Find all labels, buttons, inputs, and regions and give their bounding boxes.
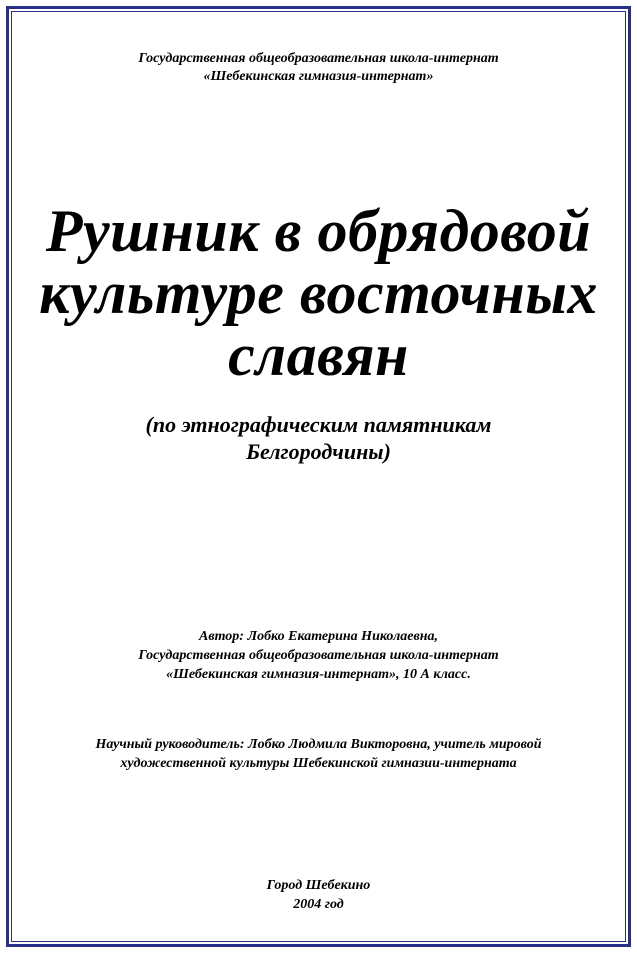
author-block bbox=[11, 627, 626, 684]
footer-year: 2004 год bbox=[293, 897, 344, 912]
title-line3: славян bbox=[228, 322, 409, 388]
title-line2: культуре восточных bbox=[39, 260, 598, 326]
school-header-line2: «Шебекинская гимназия-интернат» bbox=[203, 69, 434, 84]
footer-city: Город Шебекино bbox=[266, 878, 371, 893]
page-border-inner bbox=[11, 11, 626, 942]
school-header bbox=[11, 50, 626, 86]
subtitle-line1: (по этнографическим памятникам bbox=[145, 412, 492, 437]
subtitle-line2: Белгородчины) bbox=[246, 439, 391, 464]
author-line3: «Шебекинская гимназия-интернат», 10 А класс. bbox=[166, 667, 471, 682]
advisor-line1: Научный руководитель: Лобко Людмила Викторовна, учитель мировой bbox=[95, 737, 542, 752]
advisor-block bbox=[11, 735, 626, 773]
author-line2: Государственная общеобразовательная школа-интернат bbox=[138, 648, 499, 663]
author-line1: Автор: Лобко Екатерина Николаевна, bbox=[199, 629, 438, 644]
document-title bbox=[11, 200, 626, 386]
document-subtitle bbox=[11, 411, 626, 465]
school-header-line1: Государственная общеобразовательная школа-интернат bbox=[138, 51, 499, 66]
title-line1: Рушник в обрядовой bbox=[45, 198, 592, 264]
footer-block bbox=[11, 876, 626, 914]
advisor-line2: художественной культуры Шебекинской гимназии-интерната bbox=[120, 756, 517, 771]
